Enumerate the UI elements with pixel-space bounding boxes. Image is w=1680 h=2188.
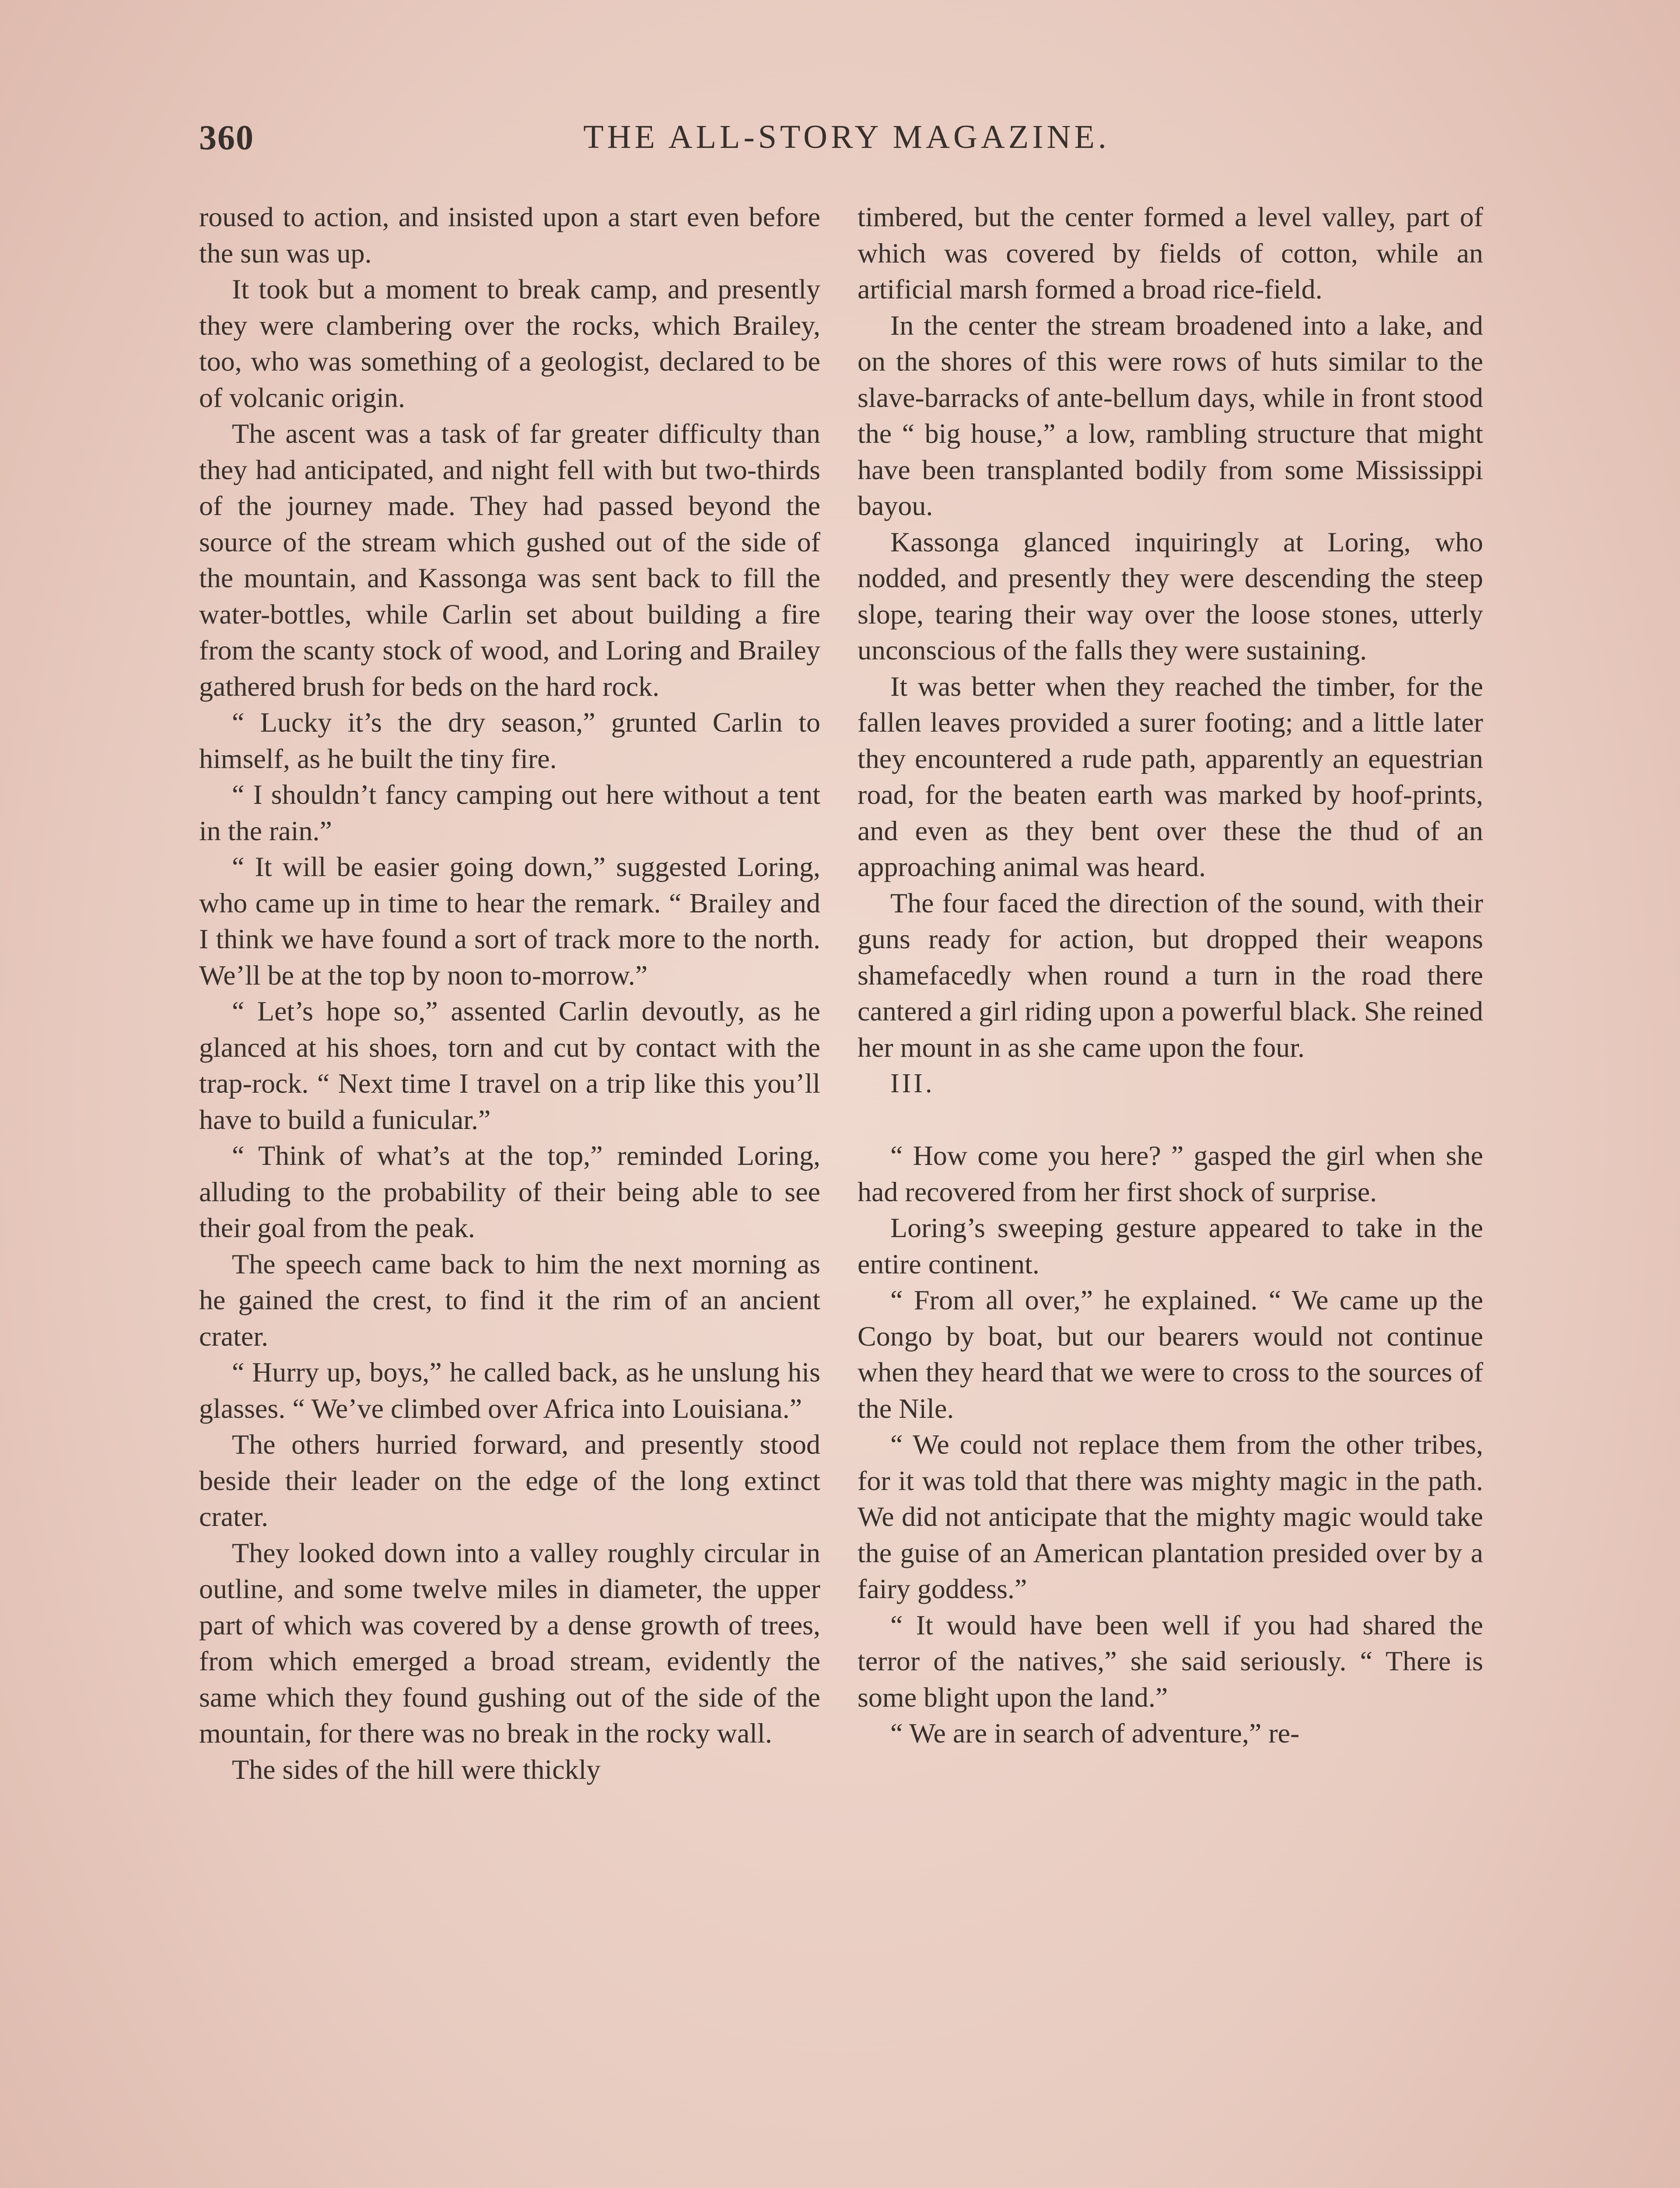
paragraph: The ascent was a task of far greater difficulty than they had anticipated, and night fell with but two-thirds of the journey made. They had passed beyond the source of the stream which gushed out of the side of the mountain, and Kassonga was sent back to fill the water-bottles, while Carlin set about building a fire from the scanty stock of wood, and Loring and Brailey gathered brush for beds on the hard rock.	[199, 418, 820, 702]
right-column-bottom	[858, 1138, 1483, 1752]
paragraph: “ Hurry up, boys,” he called back, as he unslung his glasses. “ We’ve climbed over Africa into Louisiana.”	[199, 1357, 820, 1424]
paragraph: It took but a moment to break camp, and presently they were clambering over the rocks, which Brailey, too, who was something of a geologist, declared to be of volcanic origin.	[199, 274, 820, 413]
paragraph: Loring’s sweeping gesture appeared to take in the entire continent.	[858, 1212, 1483, 1280]
paragraph: “ I shouldn’t fancy camping out here without a tent in the rain.”	[199, 779, 820, 846]
paragraph: It was better when they reached the timber, for the fallen leaves provided a surer footing; and a little later they encountered a rude path, apparently an equestrian road, for the beaten earth was marked by hoof-prints, and even as they bent over these the thud of an approaching animal was heard.	[858, 670, 1483, 882]
paragraph: Kassonga glanced inquiringly at Loring, who nodded, and presently they were descending the steep slope, tearing their way over the loose stones, utterly unconscious of the falls they were sustaining.	[858, 526, 1483, 666]
paragraph: “ We are in search of adventure,” re-	[890, 1718, 1300, 1749]
paragraph: “ Think of what’s at the top,” reminded Loring, alluding to the probability of their being able to see their goal from the peak.	[199, 1140, 820, 1243]
paragraph: roused to action, and insisted upon a start even before the sun was up.	[199, 201, 820, 269]
paragraph: “ It would have been well if you had shared the terror of the natives,” she said seriously. “ There is some blight upon the land.”	[858, 1609, 1483, 1713]
paragraph: “ We could not replace them from the other tribes, for it was told that there was mighty magic in the path. We did not anticipate that the mighty magic would take the guise of an American plantation presided over by a fairy goddess.”	[858, 1429, 1483, 1604]
right-column	[858, 199, 1483, 1752]
running-head: THE ALL-STORY MAGAZINE.	[583, 119, 1110, 155]
paragraph: The speech came back to him the next morning as he gained the crest, to find it the rim of an ancient crater.	[199, 1248, 820, 1352]
paragraph: The sides of the hill were thickly	[232, 1753, 601, 1785]
paragraph: The others hurried forward, and presently stood beside their leader on the edge of the long extinct crater.	[199, 1429, 820, 1532]
page-number: 360	[199, 119, 254, 157]
paragraph: “ How come you here? ” gasped the girl when she had recovered from her first shock of surprise.	[858, 1140, 1483, 1207]
paragraph: “ It will be easier going down,” suggested Loring, who came up in time to hear the remark. “ Brailey and I think we have found a sort of track more to the north. We’ll be at the top by noon to-morrow.”	[199, 851, 820, 991]
left-column	[199, 199, 820, 1788]
paragraph: “ Lucky it’s the dry season,” grunted Carlin to himself, as he built the tiny fire.	[199, 707, 820, 774]
paragraph: “ From all over,” he explained. “ We came up the Congo by boat, but our bearers would not continue when they heard that we were to cross to the sources of the Nile.	[858, 1284, 1483, 1424]
paragraph: timbered, but the center formed a level valley, part of which was covered by fields of cotton, while an artificial marsh formed a broad rice-field.	[858, 201, 1483, 305]
section-heading: III.	[890, 1069, 935, 1098]
paragraph: The four faced the direction of the sound, with their guns ready for action, but dropped their weapons shamefacedly when round a turn in the road there cantered a girl riding upon a powerful black. She reined her mount in as she came upon the four.	[858, 887, 1483, 1063]
right-column-top	[858, 199, 1483, 1066]
paragraph: “ Let’s hope so,” assented Carlin devoutly, as he glanced at his shoes, torn and cut by contact with the trap-rock. “ Next time I travel on a trip like this you’ll have to build a funicular.”	[199, 996, 820, 1135]
paragraph: They looked down into a valley roughly circular in outline, and some twelve miles in diameter, the upper part of which was covered by a dense growth of trees, from which emerged a broad stream, evidently the same which they found gushing out of the side of the mountain, for there was no break in the rocky wall.	[199, 1537, 820, 1749]
paragraph: In the center the stream broadened into a lake, and on the shores of this were rows of huts similar to the slave-barracks of ante-bellum days, while in front stood the “ big house,” a low, rambling structure that might have been transplanted bodily from some Mississippi bayou.	[858, 309, 1483, 521]
